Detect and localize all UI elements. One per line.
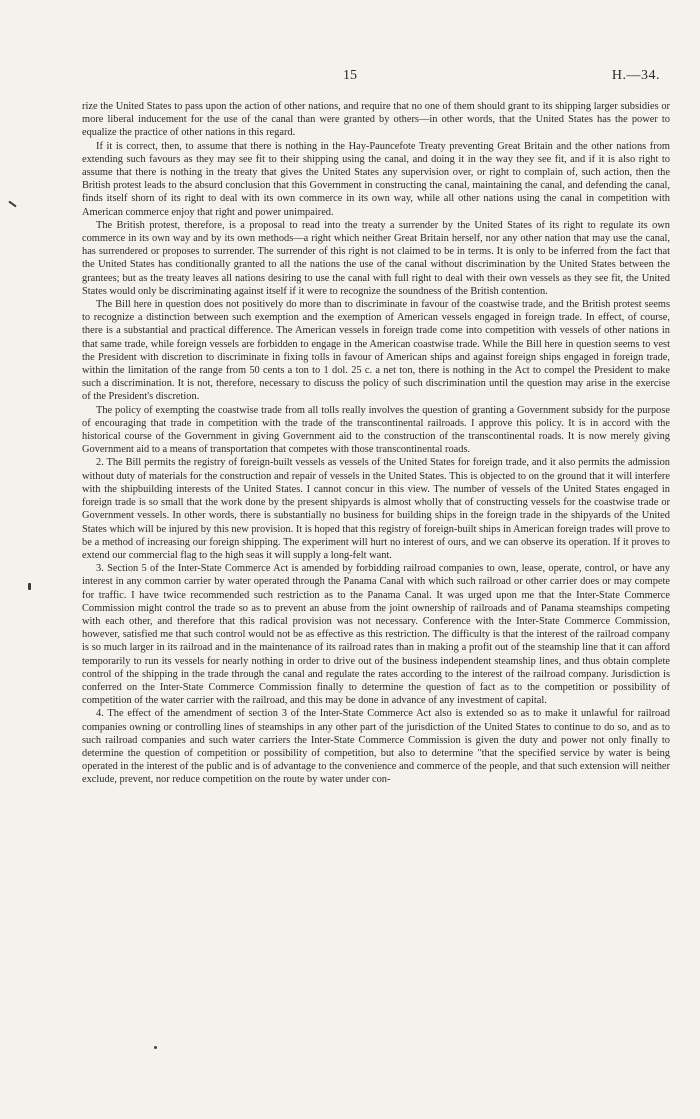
margin-mark [8, 201, 17, 208]
paragraph: The policy of exempting the coastwise trade from all tolls really involves the question of granting a Government subsidy for the purpose of encouraging that trade in competition with the trade of the transcontinental railroads. I approve this policy. It is in accord with the historical course of the Government in giving Government aid to the construction of the transcontinental roads. It is now merely giving Government aid to a means of transportation that competes with those transcontinental roads. [82, 404, 670, 456]
document-reference: H.—34. [611, 68, 660, 83]
page-number: 15 [343, 68, 357, 83]
paragraph: rize the United States to pass upon the action of other nations, and require that no one of them should grant to its shipping larger subsidies or more liberal inducement for the use of the canal than were granted by others—in other words, that the United States has the power to equalize the practice of other nations in this regard. [82, 101, 670, 139]
paragraph: 3. Section 5 of the Inter-State Commerce Act is amended by forbidding railroad companies to own, lease, operate, control, or have any interest in any common carrier by water operated through the Panama Canal with which such railroad or other carrier does or may compete for traffic. I have twice recommended such restriction as to the Panama Canal. It was urged upon me that the Inter-State Commerce Commission might control the trade so as to prevent an abuse from the joint ownership of railroads and of Panama steamships competing with each other, and therefore that this radical provision was not necessary. Conference with the Inter-State Commerce Commission, however, satisfied me that such control would not be as effective as this restriction. The difficulty is that the interest of the railroad company is so much larger in its railroad and in the maintenance of its railroad rates than in making a profit out of the steamship line that it can afford temporarily to run its vessels for nearly nothing in order to drive out of the business independent steamship lines, and thus obtain complete control of the shipping in the trade through the canal and regulate the rates according to the interest of the railroad company. Jurisdiction is conferred on the Inter-State Commerce Commission finally to determine the question of fact as to the competition or possibility of competition of the water carrier with the railroad, and this may be done in advance of any investment of capital. [82, 563, 670, 707]
body-text [82, 100, 670, 787]
margin-mark [28, 583, 31, 590]
paragraph: 2. The Bill permits the registry of foreign-built vessels as vessels of the United States for foreign trade, and it also permits the admission without duty of materials for the construction and repair of vessels in the United States. This is objected to on the ground that it will interfere with the shipbuilding interests of the United States. I cannot concur in this view. The number of vessels of the United States engaged in foreign trade is so small that the work done by the present shipyards is almost wholly that of constructing vessels for the coastwise trade or Government vessels. In other words, there is substantially no business for building ships in the foreign trade in the shipyards of the United States which will be injured by this new provision. It is hoped that this registry of foreign-built ships in American foreign trades will prove to be a method of increasing our foreign shipping. The experiment will hurt no interest of ours, and we can observe its operation. If it proves to extend our commercial flag to the high seas it will supply a long-felt want. [82, 457, 670, 561]
paragraph: 4. The effect of the amendment of section 3 of the Inter-State Commerce Act also is extended so as to make it unlawful for railroad companies owning or controlling lines of steamships in any other part of the jurisdiction of the United States to continue to do so, and as to such railroad companies and such water carriers the Inter-State Commerce Commission is given the duty and power not only finally to determine the question of competition or possibility of competition, but also to determine "that the specified service by water is being operated in the interest of the public and is of advantage to the convenience and commerce of the people, and that such extension will neither exclude, prevent, nor reduce competition on the route by water under con- [82, 708, 670, 786]
paragraph: If it is correct, then, to assume that there is nothing in the Hay-Pauncefote Treaty preventing Great Britain and the other nations from extending such favours as they may see fit to their shipping using the canal, and doing it in the way they see fit, and if it is also right to assume that there is nothing in the treaty that gives the United States any supervision over, or right to complain of, such action, then the British protest leads to the absurd conclusion that this Government in constructing the canal, maintaining the canal, and defending the canal, finds itself shorn of its right to deal with its own commerce in its own way, while all other nations using the canal in competition with American commerce enjoy that right and power unimpaired. [82, 140, 670, 218]
paragraph: The British protest, therefore, is a proposal to read into the treaty a surrender by the United States of its right to regulate its own commerce in its own way and by its own methods—a right which neither Great Britain herself, nor any other nation that may use the canal, has surrendered or proposes to surrender. The surrender of this right is not claimed to be in terms. It is only to be inferred from the fact that the United States has conditionally granted to all the nations the use of the canal without discrimination by the United States between the grantees; but as the treaty leaves all nations desiring to use the canal with full right to deal with their own vessels as they see fit, the United States would only be discriminating against itself if it were to recognize the soundness of the British contention. [82, 219, 670, 297]
paragraph: The Bill here in question does not positively do more than to discriminate in favour of the coastwise trade, and the British protest seems to recognize a distinction between such exemption and the exemption of American vessels engaged in foreign trade. In effect, of course, there is a substantial and practical difference. The American vessels in foreign trade come into competition with vessels of other nations in that same trade, while foreign vessels are forbidden to engage in the American coastwise trade. While the Bill here in question seems to vest the President with discretion to discriminate in fixing tolls in favour of American ships and against foreign ships engaged in foreign trade, within the limitation of the range from 50 cents a ton to 1 dol. 25 c. a net ton, there is nothing in the Act to compel the President to make such a discrimination. It is not, therefore, necessary to discuss the policy of such discrimination until the question may arise in the exercise of the President's discretion. [82, 299, 670, 403]
stray-dot [154, 1046, 157, 1049]
